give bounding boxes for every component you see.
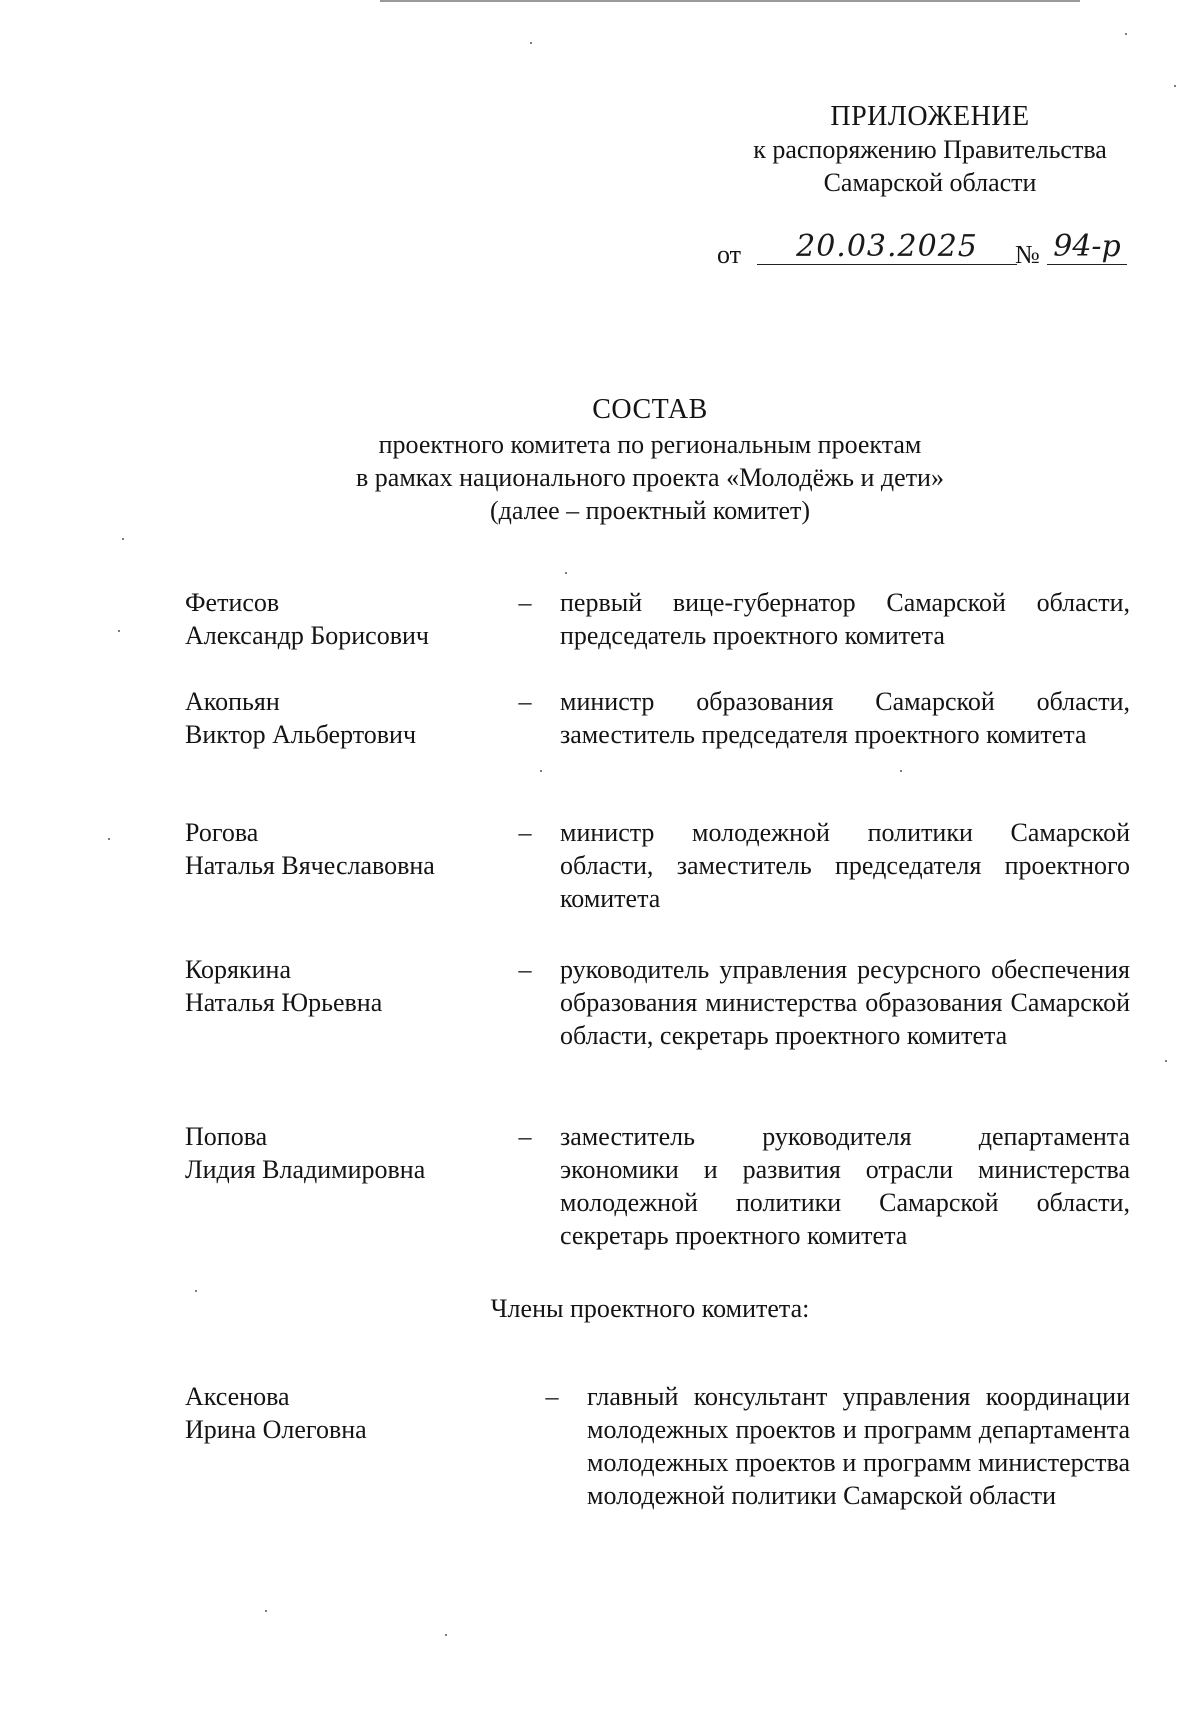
member-surname: Рогова (185, 818, 259, 847)
member-surname: Попова (185, 1122, 268, 1151)
document-subtitle-line-1: проектного комитета по региональным проектам (378, 430, 922, 459)
member-surname: Акопьян (185, 687, 280, 716)
scan-speck (565, 572, 567, 574)
document-title-block (200, 392, 1100, 527)
member-role: заместитель руководителя департамента экономики и развития отрасли министерства молодежной политики Самарской области, секретарь проектного комитета (560, 1122, 1130, 1250)
member-row (185, 685, 1130, 785)
appendix-header (700, 100, 1160, 199)
scan-speck (118, 630, 120, 632)
member-name (185, 1120, 505, 1186)
scan-speck (1125, 33, 1127, 35)
member-row (185, 1380, 1130, 1550)
member-name (185, 1380, 505, 1446)
scan-edge-line (380, 0, 1080, 2)
member-name (185, 685, 505, 751)
scan-speck (122, 538, 124, 540)
appendix-line-2: Самарской области (823, 168, 1037, 197)
member-role: руководитель управления ресурсного обеспечения образования министерства образования Самарской области, секретарь проектного комитета (560, 955, 1130, 1050)
appendix-title: ПРИЛОЖЕНИЕ (830, 101, 1030, 132)
members-heading: Члены проектного комитета: (490, 1294, 810, 1323)
member-surname: Фетисов (185, 588, 280, 617)
scan-speck (108, 838, 110, 840)
document-subtitle-line-2: в рамках национального проекта «Молодёжь и дети» (356, 463, 944, 492)
dash: – (545, 1382, 559, 1411)
scan-speck (1165, 1060, 1167, 1062)
member-given-names: Александр Борисович (185, 621, 429, 650)
dash: – (518, 588, 532, 617)
member-name (185, 953, 505, 1019)
scan-speck (1174, 85, 1176, 87)
order-date-number (717, 230, 1137, 270)
appendix-line-1: к распоряжению Правительства (753, 135, 1107, 164)
member-name (185, 586, 505, 652)
scan-speck (445, 1634, 447, 1636)
order-number: 94-р (1047, 230, 1127, 265)
member-given-names: Наталья Вячеславовна (185, 851, 435, 880)
member-surname: Аксенова (185, 1382, 290, 1411)
document-title: СОСТАВ (592, 394, 708, 425)
member-given-names: Наталья Юрьевна (185, 988, 383, 1017)
member-row (185, 816, 1130, 916)
from-label: от (717, 240, 742, 269)
dash: – (518, 687, 532, 716)
dash: – (518, 1122, 532, 1151)
scan-speck (530, 42, 532, 44)
member-given-names: Ирина Олеговна (185, 1415, 367, 1444)
scan-speck (195, 1290, 197, 1292)
member-role: главный консультант управления координации молодежных проектов и программ департамента молодежных проектов и программ министерства молодежной политики Самарской области (587, 1382, 1130, 1510)
order-date: 20.03.2025 (757, 230, 1017, 265)
member-row (185, 586, 1130, 656)
dash: – (518, 955, 532, 984)
number-label: № (1015, 240, 1040, 269)
member-role: министр образования Самарской области, заместитель председателя проектного комитета (560, 687, 1130, 749)
member-given-names: Лидия Владимировна (185, 1155, 426, 1184)
member-role: первый вице-губернатор Самарской области, председатель проектного комитета (560, 588, 1130, 650)
member-role: министр молодежной политики Самарской области, заместитель председателя проектного комитета (560, 818, 1130, 913)
member-surname: Корякина (185, 955, 292, 984)
member-given-names: Виктор Альбертович (185, 720, 417, 749)
member-row (185, 1120, 1130, 1254)
scan-speck (265, 1610, 267, 1612)
member-name (185, 816, 505, 882)
member-row (185, 953, 1130, 1087)
dash: – (518, 818, 532, 847)
document-subtitle-line-3: (далее – проектный комитет) (489, 496, 811, 525)
